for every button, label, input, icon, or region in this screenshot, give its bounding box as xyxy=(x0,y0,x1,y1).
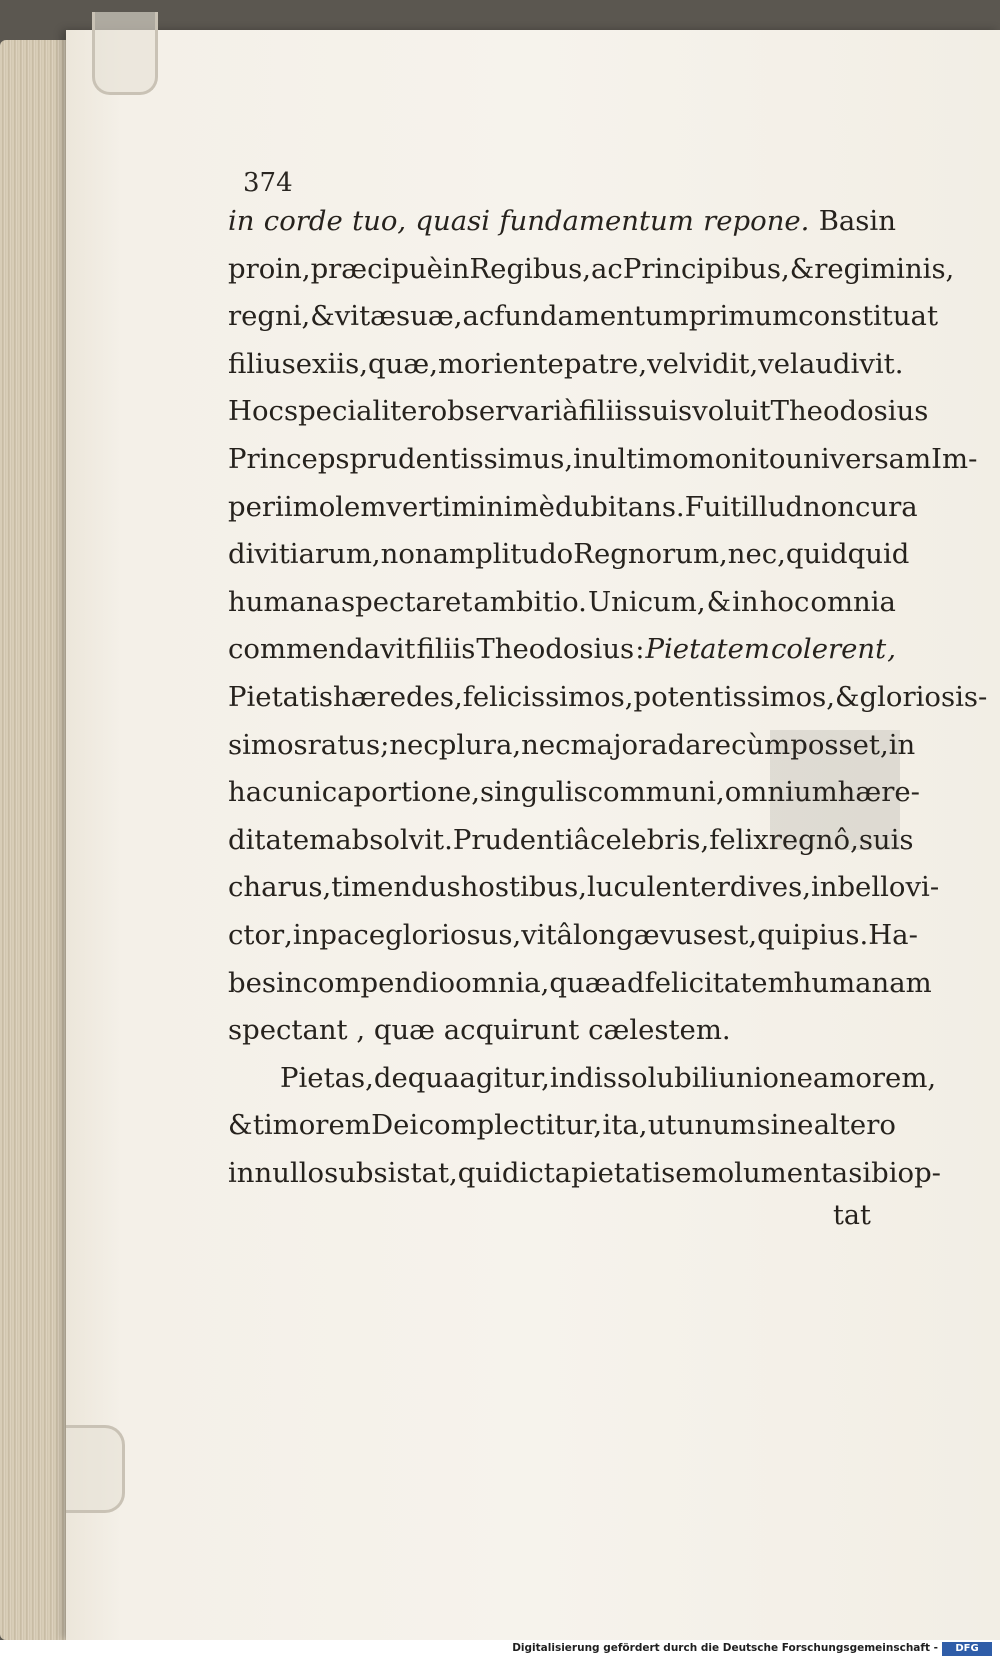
word: plura, xyxy=(438,728,522,761)
footer-credit: Digitalisierung gefördert durch die Deutsche Forschungsgemeinschaft - xyxy=(512,1642,938,1654)
word: in xyxy=(228,1156,255,1189)
word: cùm xyxy=(731,728,791,761)
body-text xyxy=(228,205,988,1204)
word: longævus xyxy=(573,918,707,951)
word: spectant xyxy=(228,1014,348,1047)
text-line xyxy=(228,252,955,301)
word: primum xyxy=(688,300,799,333)
word: hære- xyxy=(837,776,920,809)
word: filiis xyxy=(578,395,638,428)
word: quæ xyxy=(549,966,611,999)
word: simos xyxy=(228,728,308,761)
word: nec, xyxy=(727,538,786,571)
word: felicitatem xyxy=(644,966,794,999)
word: specialiter xyxy=(283,395,431,428)
word: , xyxy=(284,918,293,951)
word: celebris, xyxy=(590,823,710,856)
word: acquirunt xyxy=(443,1014,580,1047)
word: corde xyxy=(263,205,343,237)
word: pace xyxy=(319,918,386,951)
word: posset xyxy=(790,728,880,761)
word: amorem, xyxy=(812,1061,937,1094)
word: in xyxy=(732,585,759,618)
word: felicissimos, xyxy=(462,680,634,713)
word: unica xyxy=(277,776,354,809)
word: vi- xyxy=(905,871,940,904)
word: ultimo xyxy=(599,442,689,475)
word: vel xyxy=(758,347,799,380)
word: ctor xyxy=(228,918,285,951)
word: cælestem. xyxy=(588,1014,731,1047)
word: humana xyxy=(228,585,341,618)
word: patre xyxy=(563,347,639,380)
text-line xyxy=(228,823,914,872)
word: Theodosius xyxy=(476,633,635,666)
word: proin xyxy=(228,252,302,285)
word: ratus xyxy=(307,728,381,761)
page-number: 374 xyxy=(243,168,293,198)
text-line xyxy=(228,871,940,919)
word: , xyxy=(301,300,311,333)
word: præcipuè xyxy=(310,252,443,285)
word: unum xyxy=(676,1109,757,1142)
word: Regibus xyxy=(469,252,583,285)
word: in xyxy=(292,918,320,951)
word: divitiarum, xyxy=(228,538,381,571)
word: op- xyxy=(897,1156,941,1189)
word: ambitio. xyxy=(473,585,587,618)
word: charus, xyxy=(228,871,332,904)
word: hæredes xyxy=(332,680,454,713)
text-line xyxy=(228,1014,896,1062)
word: in xyxy=(888,728,916,761)
page-tab-top xyxy=(92,12,158,95)
word: suæ xyxy=(396,300,454,333)
word: Prudentiâ xyxy=(452,823,591,856)
word: omnia xyxy=(810,585,896,618)
word: , xyxy=(887,633,896,666)
word: regnô xyxy=(768,823,851,856)
word: , xyxy=(429,347,438,380)
word: bes xyxy=(228,966,276,999)
text-line xyxy=(228,918,918,967)
text-line xyxy=(228,490,918,539)
word: moriente xyxy=(437,347,564,380)
word: , xyxy=(471,776,480,809)
word: emolumenta xyxy=(675,1156,849,1189)
word: vidit xyxy=(687,347,750,380)
word: colerent xyxy=(770,633,887,666)
word: qua xyxy=(407,1061,460,1094)
word: filiis xyxy=(416,633,476,666)
word: Fuit xyxy=(684,490,742,523)
dfg-logo: DFG xyxy=(942,1642,992,1656)
word: cura xyxy=(855,490,918,523)
word: : xyxy=(635,633,645,666)
word: est, xyxy=(706,918,758,951)
word: Principibus xyxy=(622,252,782,285)
word: sibi xyxy=(848,1156,898,1189)
text-line xyxy=(228,680,988,729)
word: ad xyxy=(610,966,645,999)
word: luculenter xyxy=(586,871,730,904)
word: quidquid xyxy=(785,538,910,571)
word: non xyxy=(803,490,856,523)
word: spectaret xyxy=(341,585,473,618)
text-line xyxy=(228,395,929,443)
word: à xyxy=(562,395,579,428)
word: commendavit xyxy=(228,633,416,666)
text-line xyxy=(228,538,910,586)
word: hac xyxy=(228,776,278,809)
word: absolvit. xyxy=(335,823,453,856)
word: hoc xyxy=(759,585,810,618)
page-tab-bottom xyxy=(66,1425,125,1513)
word: singulis xyxy=(479,776,588,809)
word: ac xyxy=(462,300,495,333)
text-line xyxy=(228,347,904,396)
word: non xyxy=(380,538,433,571)
word: Pietas, xyxy=(280,1061,374,1094)
word: Theodosius xyxy=(770,395,929,428)
word: , xyxy=(850,823,859,856)
word: unione xyxy=(718,1061,813,1094)
word: , xyxy=(719,538,728,571)
word: fundamentum xyxy=(494,300,689,333)
text-line xyxy=(228,1156,941,1205)
word: timorem xyxy=(252,1109,371,1142)
word: repone. xyxy=(703,205,810,237)
word: quasi xyxy=(415,205,491,237)
word: audivit. xyxy=(798,347,904,380)
word: filius xyxy=(228,347,296,380)
word: altero xyxy=(813,1109,896,1142)
word: Princeps xyxy=(228,442,350,475)
word: vitâ xyxy=(521,918,574,951)
word: Ha- xyxy=(868,918,918,951)
word: & xyxy=(706,585,732,618)
word: & xyxy=(310,300,335,333)
word: gloriosus xyxy=(385,918,513,951)
word: amplitudo xyxy=(432,538,574,571)
word: communi xyxy=(587,776,716,809)
word: illud xyxy=(741,490,804,523)
word: ac xyxy=(591,252,623,285)
word: vel xyxy=(647,347,688,380)
word: quæ xyxy=(368,347,430,380)
word: de xyxy=(373,1061,408,1094)
text-line xyxy=(228,1109,896,1157)
word: timendus xyxy=(331,871,461,904)
word: monito xyxy=(688,442,786,475)
word: , xyxy=(749,347,759,380)
text-line xyxy=(228,300,939,348)
catchword: tat xyxy=(833,1200,871,1231)
word: ditatem xyxy=(228,823,336,856)
word: gloriosis- xyxy=(859,680,988,713)
word: & xyxy=(228,1109,253,1142)
word: in xyxy=(276,966,303,999)
word: Unicum, xyxy=(587,585,706,618)
word: indissolubili xyxy=(549,1061,719,1094)
text-line xyxy=(228,1061,937,1110)
word: , xyxy=(356,1014,366,1047)
word: Hoc xyxy=(228,395,284,428)
text-line xyxy=(228,728,916,777)
word: , xyxy=(512,918,522,951)
word: , xyxy=(802,871,811,904)
word: fundamentum xyxy=(499,205,694,237)
word: , xyxy=(359,347,369,380)
word: , xyxy=(453,300,463,333)
word: ita, xyxy=(602,1109,648,1142)
word: ex xyxy=(295,347,328,380)
word: constituat xyxy=(798,300,939,333)
text-line xyxy=(228,586,896,634)
word: agitur, xyxy=(459,1061,550,1094)
word: Dei xyxy=(371,1109,419,1142)
word: nec xyxy=(389,728,439,761)
page-edges xyxy=(0,40,70,1640)
word: , xyxy=(638,347,648,380)
word: , xyxy=(879,728,889,761)
word: Pietatis xyxy=(228,680,333,713)
word: Im- xyxy=(931,442,978,475)
word: quæ xyxy=(373,1014,436,1047)
word: humanam xyxy=(793,966,932,999)
word: nullo xyxy=(254,1156,325,1189)
word: suis xyxy=(637,395,693,428)
word: Pietatem xyxy=(645,633,770,666)
word: complectitur, xyxy=(418,1109,603,1142)
word: , xyxy=(715,776,725,809)
text-line xyxy=(228,633,896,681)
word: perii xyxy=(228,490,293,523)
word: compendio xyxy=(302,966,456,999)
word: minimè xyxy=(451,490,555,523)
word: ut xyxy=(647,1109,677,1142)
word: potentissimos, xyxy=(633,680,836,713)
word: qui xyxy=(457,1156,502,1189)
word: , xyxy=(449,1156,458,1189)
word: felix xyxy=(709,823,769,856)
word: molem xyxy=(292,490,387,523)
word: pietatis xyxy=(571,1156,676,1189)
text-line xyxy=(228,776,920,824)
word: portione xyxy=(353,776,472,809)
word: voluit xyxy=(692,395,771,428)
word: Regnorum xyxy=(573,538,720,571)
word: & xyxy=(835,680,860,713)
word: suis xyxy=(858,823,914,856)
word: observari xyxy=(430,395,563,428)
word: nec xyxy=(521,728,571,761)
word: dubitans. xyxy=(554,490,685,523)
word: , xyxy=(453,680,463,713)
word: omnia, xyxy=(455,966,550,999)
word: sine xyxy=(756,1109,814,1142)
word: omnium xyxy=(724,776,838,809)
word: & xyxy=(789,252,815,285)
word: qui xyxy=(757,918,802,951)
word: tuo, xyxy=(352,205,407,237)
word: majora xyxy=(570,728,668,761)
text-line xyxy=(228,205,896,253)
word: , xyxy=(582,252,592,285)
word: in xyxy=(442,252,470,285)
word: prudentissimus, xyxy=(349,442,574,475)
word: universam xyxy=(785,442,932,475)
word: dives xyxy=(729,871,803,904)
text-line xyxy=(228,442,978,491)
word: vitæ xyxy=(334,300,396,333)
word: subsistat xyxy=(324,1156,450,1189)
word: in xyxy=(228,205,255,237)
word: dicta xyxy=(501,1156,572,1189)
word: hostibus, xyxy=(460,871,587,904)
word: iis xyxy=(327,347,360,380)
word: dare xyxy=(667,728,732,761)
word: in xyxy=(573,442,600,475)
word: ; xyxy=(380,728,390,761)
word: regiminis, xyxy=(814,252,955,285)
word: bello xyxy=(837,871,906,904)
word: , xyxy=(781,252,790,285)
word: pius. xyxy=(801,918,869,951)
word: regni xyxy=(228,300,302,333)
word: , xyxy=(301,252,311,285)
word: verti xyxy=(386,490,452,523)
word: in xyxy=(810,871,838,904)
word: Basin xyxy=(818,205,896,237)
text-line xyxy=(228,966,932,1015)
